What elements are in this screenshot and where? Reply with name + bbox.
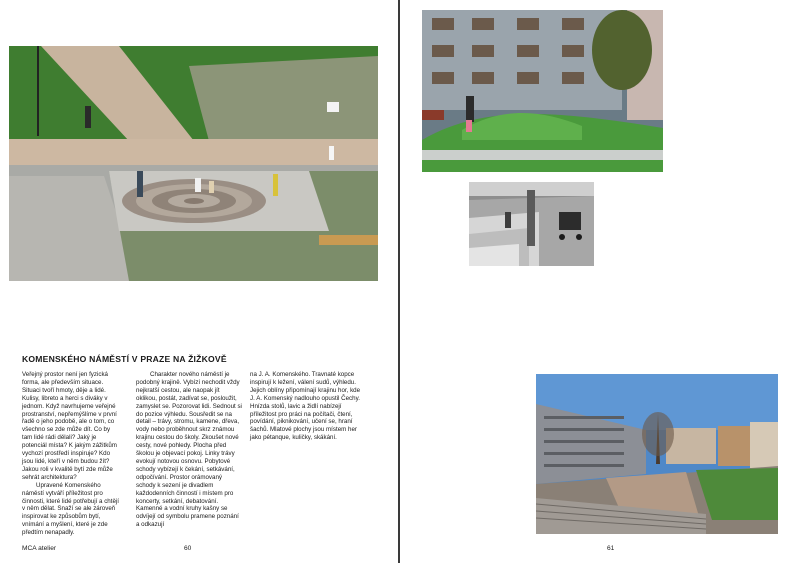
photo-steps-stroller-bw	[469, 182, 594, 266]
article-heading: KOMENSKÉHO NÁMĚSTÍ V PRAZE NA ŽIŽKOVĚ	[22, 354, 227, 364]
text-column-3	[250, 371, 362, 442]
paragraph: na J. A. Komenského. Travnaté kopce inspirují k ležení, válení sudů, výhledu. Jejich oblíny připomínají krajinu hor, kde J. A. Komenský nadlouho opustil Čechy. Hnízda stolů, lavic a židlí nabízejí příležitost pro práci na počítači, čtení, povídání, piknikování, učení se, hraní šachů. Mlatové plochy jsou místem her jako pétanque, kuličky, skákání.	[250, 371, 361, 442]
photo-building-grass-mounds	[422, 10, 663, 172]
page-number-right: 61	[607, 545, 615, 552]
photo-square-fountain	[9, 46, 378, 281]
paragraph: Upravené Komenského náměstí vytváří příležitost pro činnosti, které lidé potřebují a chtějí v něm dělat. Snaží se ale zároveň inspirovat ke způsobům bytí, vnímání a myšlení, které je zde předtím nenapadly.	[22, 481, 119, 537]
footer-studio-name: MCA atelier	[22, 545, 57, 552]
spread-gutter-divider	[398, 0, 400, 563]
text-column-1	[22, 371, 122, 537]
paragraph: Charakter nového náměstí je podobný krajině. Vybízí nechodit vždy nejkratší cestou, ale naopak jít oklikou, postát, zadívat se, posloužit, zamyslet se. Pozorovat lidi. Sednout si do pozice výhledu. Sousředit se na detail – trávy, stromu, kamene, dřeva, vody nebo proběhnout skrz známou krajinu cestou do školy. Zkoušet nové cesty, nové pohledy. Plocha před školou je objevací pokoj. Linky trávy evokují notovou osnovu. Pobytové schody vybízejí k čekání, setkávání, odpočívání. Prostor orámovaný schody k sezení je divadlem každodenních činností i místem pro koncerty, setkání, debatování. Kamenné a vodní kruhy kašny se odvíjejí od symbolu pramene poznání a odkazují	[136, 371, 242, 529]
paragraph: Veřejný prostor není jen fyzická forma, ale především situace. Situaci tvoří hmoty, děje a lidé. Kulisy, libreto a herci s diváky v jednom. Když navrhujeme veřejné prostranství, nepřemýšlíme v první řadě o jeho podobě, ale o tom, co všechno se zde může dít. Co by tam lidé rádi dělali? Jaký je potenciál místa? K jakým zážitkům vychozí prostředí inspiruje? Kdo jsou lidé, kteří v něm budou žít? Jakou roli v kvalitě bytí zde může sehrát architektura?	[22, 371, 117, 481]
photo-square-panorama	[536, 374, 778, 534]
text-column-2	[136, 371, 242, 529]
page-number-left: 60	[184, 545, 192, 552]
